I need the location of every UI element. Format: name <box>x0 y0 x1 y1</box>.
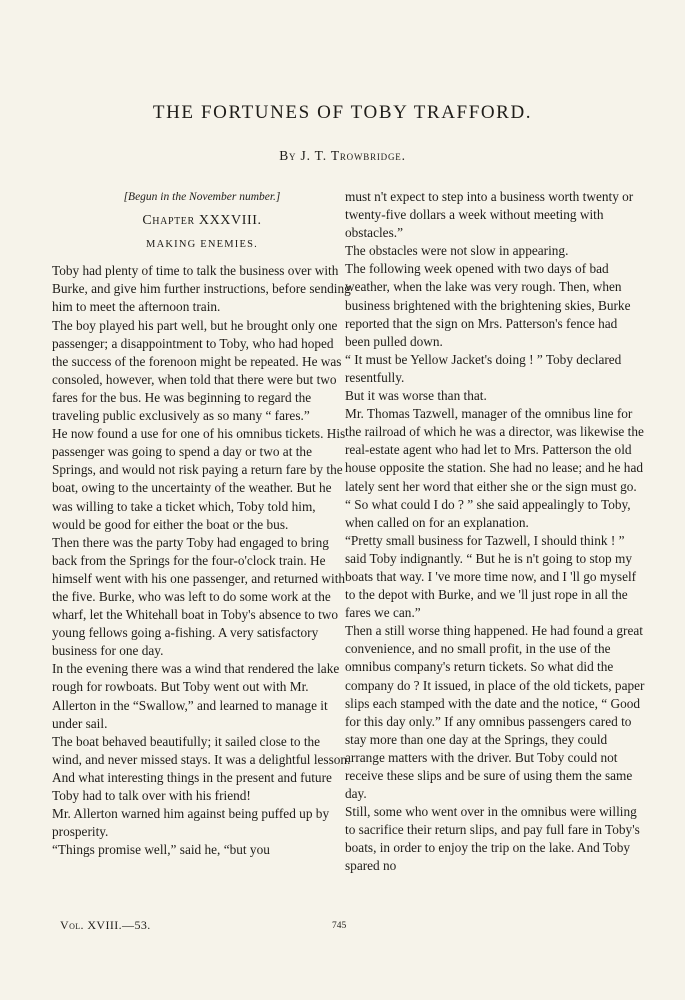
paragraph: The boy played his part well, but he brought only one passenger; a disappointment to Toby, who had hoped the success of the forenoon might be repeated. He was consoled, however, when told that there were but two fares for the bus. He was beginning to regard the traveling public exclusively as so many “ fares.” <box>52 317 342 424</box>
paragraph: The boat behaved beautifully; it sailed close to the wind, and never missed stays. It was a delightful lesson. And what interesting things in the present and future Toby had to talk over with his friend! <box>52 733 351 803</box>
right-column-body <box>345 188 645 876</box>
paragraph: The obstacles were not slow in appearing. <box>345 243 569 259</box>
page-number: 745 <box>332 921 347 931</box>
chapter-heading: Chapter XXXVIII. <box>142 213 262 229</box>
left-column <box>52 188 352 859</box>
paragraph: He now found a use for one of his omnibus tickets. His passenger was going to spend a day or two at the Springs, and would not risk paying a return fare by the boat, owing to the uncertainty of the weather. But he was willing to take a ticket which, Toby told him, would be good for either the boat or the bus. <box>52 426 346 532</box>
paragraph: “Pretty small business for Tazwell, I should think ! ” said Toby indignantly. “ But he is n't going to stop my boats that way. I 've more time now, and I 'll go myself to the depot with Burke, and we 'll just rope in all the fares we can.” <box>345 532 637 621</box>
paragraph: In the evening there was a wind that rendered the lake rough for rowboats. But Toby went out with Mr. Allerton in the “Swallow,” and learned to manage it under sail. <box>52 661 340 731</box>
paragraph: “Things promise well,” said he, “but you <box>52 842 270 858</box>
paragraph: Then there was the party Toby had engaged to bring back from the Springs for the four-o'clock train. He himself went with his one passenger, and returned with the five. Burke, who was left to do some work at the wharf, let the Whitehall boat in Toby's absence to two young fellows going a-fishing. A very satisfactory business for one day. <box>52 534 346 659</box>
chapter-subheading: MAKING ENEMIES. <box>146 239 258 251</box>
paragraph: Mr. Thomas Tazwell, manager of the omnibus line for the railroad of which he was a director, was likewise the real-estate agent who had let to Mrs. Patterson the old house opposite the station. She had no lease; and he had lately sent her word that either she or the sign must go. <box>345 406 644 494</box>
author-byline: By J. T. Trowbridge. <box>279 148 406 163</box>
story-title: THE FORTUNES OF TOBY TRAFFORD. <box>152 102 533 123</box>
paragraph: Then a still worse thing happened. He had found a great convenience, and no small profit, in the use of the omnibus company's return tickets. So what did the company do ? It issued, in place of the old tickets, paper slips each stamped with the date and the notice, “ Good for this day only.” If any omnibus passengers cared to stay more than one day at the Springs, they could arrange matters with the driver. But Toby could not receive these slips and be sure of using them the same day. <box>345 623 645 802</box>
paragraph: Still, some who went over in the omnibus were willing to sacrifice their return slips, and pay full fare in Toby's boats, in order to enjoy the trip on the lake. And Toby spared no <box>345 804 640 874</box>
left-column-body <box>52 262 352 859</box>
paragraph: “ So what could I do ? ” she said appealingly to Toby, when called on for an explanation. <box>345 496 631 530</box>
paragraph: Mr. Allerton warned him against being puffed up by prosperity. <box>52 806 330 840</box>
paragraph: But it was worse than that. <box>345 388 487 404</box>
serial-note: [Begun in the November number.] <box>123 191 281 203</box>
paragraph: The following week opened with two days of bad weather, when the lake was very rough. Then, when business brightened with the brightening skies, Burke reported that the sign on Mrs. Patterson's fence had been pulled down. <box>345 261 631 349</box>
right-column <box>345 188 645 876</box>
paragraph: “ It must be Yellow Jacket's doing ! ” Toby declared resentfully. <box>345 351 622 385</box>
paragraph: Toby had plenty of time to talk the business over with Burke, and give him further instructions, before sending him to meet the afternoon train. <box>52 263 351 315</box>
volume-footer: Vol. XVIII.—53. <box>60 918 151 932</box>
paragraph: must n't expect to step into a business worth twenty or twenty-five dollars a week without meeting with obstacles.” <box>345 189 634 241</box>
